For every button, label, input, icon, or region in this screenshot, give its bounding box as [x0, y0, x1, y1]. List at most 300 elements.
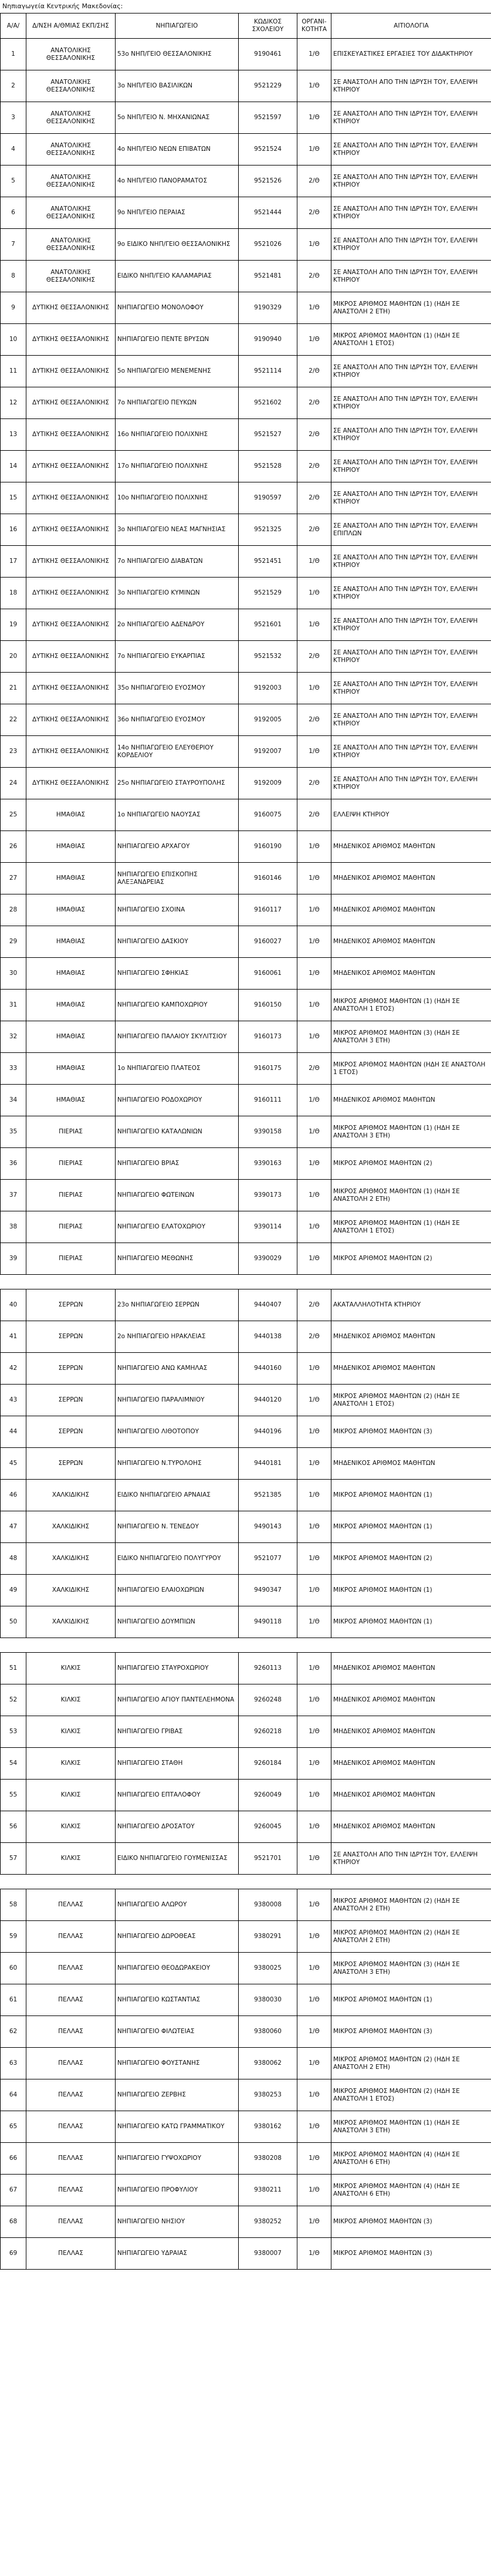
cell-reason: ΣΕ ΑΝΑΣΤΟΛΗ ΑΠΟ ΤΗΝ ΙΔΡΥΣΗ ΤΟΥ, ΕΛΛΕΙΨΗ ΚΤΗΡΙΟΥ: [331, 70, 491, 102]
table-row: [1, 1684, 491, 1716]
cell-code: 9521601: [239, 609, 297, 641]
cell-directorate: ΚΙΛΚΙΣ: [26, 1748, 116, 1780]
cell-reason: ΜΙΚΡΟΣ ΑΡΙΘΜΟΣ ΜΑΘΗΤΩΝ (1): [331, 1575, 491, 1606]
cell-directorate: ΣΕΡΡΩΝ: [26, 1289, 116, 1321]
table-row: [1, 1921, 491, 1953]
cell-code: 9521026: [239, 229, 297, 261]
cell-reason: ΣΕ ΑΝΑΣΤΟΛΗ ΑΠΟ ΤΗΝ ΙΔΡΥΣΗ ΤΟΥ, ΕΛΛΕΙΨΗ ΚΤΗΡΙΟΥ: [331, 451, 491, 482]
cell-index: 46: [1, 1480, 26, 1511]
cell-directorate: ΠΕΛΛΑΣ: [26, 2111, 116, 2143]
cell-reason: ΜΙΚΡΟΣ ΑΡΙΘΜΟΣ ΜΑΘΗΤΩΝ (2) (ΗΔΗ ΣΕ ΑΝΑΣΤΟΛΗ 2 ΕΤΗ): [331, 1889, 491, 1921]
cell-reason: ΜΙΚΡΟΣ ΑΡΙΘΜΟΣ ΜΑΘΗΤΩΝ (1) (ΗΔΗ ΣΕ ΑΝΑΣΤΟΛΗ 1 ΕΤΟΣ): [331, 990, 491, 1021]
cell-code: 9380008: [239, 1889, 297, 1921]
cell-directorate: ΧΑΛΚΙΔΙΚΗΣ: [26, 1543, 116, 1575]
cell-index: 49: [1, 1575, 26, 1606]
cell-directorate: ΣΕΡΡΩΝ: [26, 1353, 116, 1385]
table-row: [1, 1953, 491, 1984]
cell-index: 12: [1, 387, 26, 419]
cell-reason: ΣΕ ΑΝΑΣΤΟΛΗ ΑΠΟ ΤΗΝ ΙΔΡΥΣΗ ΤΟΥ, ΕΛΛΕΙΨΗ ΚΤΗΡΙΟΥ: [331, 641, 491, 673]
cell-index: 25: [1, 799, 26, 831]
cell-directorate: ΗΜΑΘΙΑΣ: [26, 1085, 116, 1116]
cell-school: 5ο ΝΗΠΙΑΓΩΓΕΙΟ ΜΕΝΕΜΕΝΗΣ: [116, 356, 239, 387]
cell-organization: 1/Θ: [297, 70, 331, 102]
cell-index: 38: [1, 1211, 26, 1243]
cell-school: ΝΗΠΙΑΓΩΓΕΙΟ ΕΛΑΤΟΧΩΡΙΟΥ: [116, 1211, 239, 1243]
cell-organization: 2/Θ: [297, 768, 331, 799]
cell-code: 9380253: [239, 2079, 297, 2111]
cell-index: 10: [1, 324, 26, 356]
cell-organization: 2/Θ: [297, 387, 331, 419]
cell-index: 40: [1, 1289, 26, 1321]
section-spacer: [1, 1275, 491, 1289]
cell-reason: ΣΕ ΑΝΑΣΤΟΛΗ ΑΠΟ ΤΗΝ ΙΔΡΥΣΗ ΤΟΥ, ΕΛΛΕΙΨΗ ΚΤΗΡΙΟΥ: [331, 419, 491, 451]
cell-reason: ΜΙΚΡΟΣ ΑΡΙΘΜΟΣ ΜΑΘΗΤΩΝ (1) (ΗΔΗ ΣΕ ΑΝΑΣΤΟΛΗ 3 ΕΤΗ): [331, 1116, 491, 1148]
table-row: [1, 292, 491, 324]
cell-directorate: ΠΙΕΡΙΑΣ: [26, 1211, 116, 1243]
cell-directorate: ΧΑΛΚΙΔΙΚΗΣ: [26, 1575, 116, 1606]
cell-index: 56: [1, 1811, 26, 1843]
cell-code: 9380208: [239, 2143, 297, 2175]
cell-school: 36ο ΝΗΠΙΑΓΩΓΕΙΟ ΕΥΟΣΜΟΥ: [116, 704, 239, 736]
cell-reason: ΣΕ ΑΝΑΣΤΟΛΗ ΑΠΟ ΤΗΝ ΙΔΡΥΣΗ ΤΟΥ, ΕΛΛΕΙΨΗ ΚΤΗΡΙΟΥ: [331, 673, 491, 704]
cell-organization: 2/Θ: [297, 419, 331, 451]
cell-code: 9380291: [239, 1921, 297, 1953]
cell-directorate: ΑΝΑΤΟΛΙΚΗΣ ΘΕΣΣΑΛΟΝΙΚΗΣ: [26, 70, 116, 102]
cell-index: 5: [1, 166, 26, 197]
table-row: [1, 799, 491, 831]
cell-code: 9160175: [239, 1053, 297, 1085]
cell-reason: ΜΙΚΡΟΣ ΑΡΙΘΜΟΣ ΜΑΘΗΤΩΝ (2): [331, 1148, 491, 1180]
cell-index: 13: [1, 419, 26, 451]
table-row: [1, 1416, 491, 1448]
cell-code: 9521451: [239, 546, 297, 578]
cell-code: 9380025: [239, 1953, 297, 1984]
cell-code: 9260248: [239, 1684, 297, 1716]
cell-reason: ΜΙΚΡΟΣ ΑΡΙΘΜΟΣ ΜΑΘΗΤΩΝ (4) (ΗΔΗ ΣΕ ΑΝΑΣΤΟΛΗ 6 ΕΤΗ): [331, 2143, 491, 2175]
cell-organization: 1/Θ: [297, 2016, 331, 2048]
table-row: [1, 1085, 491, 1116]
cell-code: 9260184: [239, 1748, 297, 1780]
cell-directorate: ΔΥΤΙΚΗΣ ΘΕΣΣΑΛΟΝΙΚΗΣ: [26, 768, 116, 799]
cell-reason: ΜΙΚΡΟΣ ΑΡΙΘΜΟΣ ΜΑΘΗΤΩΝ (3) (ΗΔΗ ΣΕ ΑΝΑΣΤΟΛΗ 3 ΕΤΗ): [331, 1953, 491, 1984]
cell-code: 9521444: [239, 197, 297, 229]
cell-school: 5ο ΝΗΠ/ΓΕΙΟ Ν. ΜΗΧΑΝΙΩΝΑΣ: [116, 102, 239, 134]
cell-code: 9440160: [239, 1353, 297, 1385]
section-spacer: [1, 1875, 491, 1889]
cell-index: 28: [1, 894, 26, 926]
cell-index: 24: [1, 768, 26, 799]
table-row: [1, 1148, 491, 1180]
table-row: [1, 894, 491, 926]
cell-reason: ΜΗΔΕΝΙΚΟΣ ΑΡΙΘΜΟΣ ΜΑΘΗΤΩΝ: [331, 958, 491, 990]
cell-school: ΝΗΠΙΑΓΩΓΕΙΟ ΚΑΤΩ ΓΡΑΜΜΑΤΙΚΟΥ: [116, 2111, 239, 2143]
cell-reason: ΜΗΔΕΝΙΚΟΣ ΑΡΙΘΜΟΣ ΜΑΘΗΤΩΝ: [331, 1780, 491, 1811]
cell-reason: ΜΙΚΡΟΣ ΑΡΙΘΜΟΣ ΜΑΘΗΤΩΝ (1): [331, 1480, 491, 1511]
cell-directorate: ΧΑΛΚΙΔΙΚΗΣ: [26, 1480, 116, 1511]
cell-directorate: ΔΥΤΙΚΗΣ ΘΕΣΣΑΛΟΝΙΚΗΣ: [26, 673, 116, 704]
cell-reason: ΜΙΚΡΟΣ ΑΡΙΘΜΟΣ ΜΑΘΗΤΩΝ (1): [331, 1606, 491, 1638]
cell-school: ΝΗΠΙΑΓΩΓΕΙΟ ΝΗΣΙΟΥ: [116, 2206, 239, 2238]
table-row: [1, 673, 491, 704]
cell-directorate: ΣΕΡΡΩΝ: [26, 1448, 116, 1480]
table-row: [1, 926, 491, 958]
table-row: [1, 1811, 491, 1843]
cell-school: ΝΗΠΙΑΓΩΓΕΙΟ ΠΕΝΤΕ ΒΡΥΣΩΝ: [116, 324, 239, 356]
cell-code: 9521532: [239, 641, 297, 673]
table-row: [1, 1116, 491, 1148]
cell-directorate: ΠΕΛΛΑΣ: [26, 1984, 116, 2016]
table-row: [1, 990, 491, 1021]
cell-organization: 2/Θ: [297, 514, 331, 546]
cell-school: 10ο ΝΗΠΙΑΓΩΓΕΙΟ ΠΟΛΙΧΝΗΣ: [116, 482, 239, 514]
cell-code: 9260218: [239, 1716, 297, 1748]
cell-school: 9ο ΝΗΠ/ΓΕΙΟ ΠΕΡΑΙΑΣ: [116, 197, 239, 229]
cell-organization: 1/Θ: [297, 1085, 331, 1116]
cell-organization: 1/Θ: [297, 2048, 331, 2079]
table-row: [1, 1289, 491, 1321]
table-caption: Νηπιαγωγεία Κεντρικής Μακεδονίας:: [2, 2, 123, 10]
cell-code: 9192003: [239, 673, 297, 704]
table-row: [1, 1843, 491, 1875]
cell-directorate: ΗΜΑΘΙΑΣ: [26, 863, 116, 894]
cell-directorate: ΣΕΡΡΩΝ: [26, 1321, 116, 1353]
cell-code: 9521701: [239, 1843, 297, 1875]
cell-school: 2ο ΝΗΠΙΑΓΩΓΕΙΟ ΗΡΑΚΛΕΙΑΣ: [116, 1321, 239, 1353]
cell-index: 7: [1, 229, 26, 261]
cell-reason: ΜΙΚΡΟΣ ΑΡΙΘΜΟΣ ΜΑΘΗΤΩΝ (3): [331, 1416, 491, 1448]
cell-directorate: ΣΕΡΡΩΝ: [26, 1416, 116, 1448]
cell-school: ΝΗΠΙΑΓΩΓΕΙΟ ΒΡΙΑΣ: [116, 1148, 239, 1180]
cell-directorate: ΠΙΕΡΙΑΣ: [26, 1243, 116, 1275]
cell-organization: 1/Θ: [297, 926, 331, 958]
cell-school: ΕΙΔΙΚΟ ΝΗΠΙΑΓΩΓΕΙΟ ΠΟΛΥΓΥΡΟΥ: [116, 1543, 239, 1575]
cell-index: 57: [1, 1843, 26, 1875]
cell-organization: 1/Θ: [297, 1021, 331, 1053]
cell-school: 23ο ΝΗΠΙΑΓΩΓΕΙΟ ΣΕΡΡΩΝ: [116, 1289, 239, 1321]
cell-index: 64: [1, 2079, 26, 2111]
cell-index: 45: [1, 1448, 26, 1480]
cell-organization: 1/Θ: [297, 990, 331, 1021]
table-row: [1, 1543, 491, 1575]
cell-reason: ΜΙΚΡΟΣ ΑΡΙΘΜΟΣ ΜΑΘΗΤΩΝ (1): [331, 1984, 491, 2016]
table-row: [1, 514, 491, 546]
cell-code: 9160146: [239, 863, 297, 894]
cell-index: 66: [1, 2143, 26, 2175]
cell-directorate: ΔΥΤΙΚΗΣ ΘΕΣΣΑΛΟΝΙΚΗΣ: [26, 546, 116, 578]
cell-index: 27: [1, 863, 26, 894]
cell-directorate: ΑΝΑΤΟΛΙΚΗΣ ΘΕΣΣΑΛΟΝΙΚΗΣ: [26, 102, 116, 134]
cell-reason: ΣΕ ΑΝΑΣΤΟΛΗ ΑΠΟ ΤΗΝ ΙΔΡΥΣΗ ΤΟΥ, ΕΛΛΕΙΨΗ ΚΤΗΡΙΟΥ: [331, 166, 491, 197]
table-row: [1, 1606, 491, 1638]
cell-school: 4ο ΝΗΠ/ΓΕΙΟ ΝΕΩΝ ΕΠΙΒΑΤΩΝ: [116, 134, 239, 166]
cell-organization: 1/Θ: [297, 1180, 331, 1211]
cell-code: 9521325: [239, 514, 297, 546]
cell-organization: 1/Θ: [297, 134, 331, 166]
cell-reason: ΜΙΚΡΟΣ ΑΡΙΘΜΟΣ ΜΑΘΗΤΩΝ (1) (ΗΔΗ ΣΕ ΑΝΑΣΤΟΛΗ 2 ΕΤΗ): [331, 1180, 491, 1211]
cell-code: 9260045: [239, 1811, 297, 1843]
cell-directorate: ΑΝΑΤΟΛΙΚΗΣ ΘΕΣΣΑΛΟΝΙΚΗΣ: [26, 261, 116, 292]
cell-organization: 1/Θ: [297, 1480, 331, 1511]
table-row: [1, 609, 491, 641]
cell-reason: ΜΙΚΡΟΣ ΑΡΙΘΜΟΣ ΜΑΘΗΤΩΝ (2) (ΗΔΗ ΣΕ ΑΝΑΣΤΟΛΗ 2 ΕΤΗ): [331, 2048, 491, 2079]
cell-school: 3ο ΝΗΠΙΑΓΩΓΕΙΟ ΝΕΑΣ ΜΑΓΝΗΣΙΑΣ: [116, 514, 239, 546]
cell-directorate: ΧΑΛΚΙΔΙΚΗΣ: [26, 1511, 116, 1543]
cell-school: ΝΗΠΙΑΓΩΓΕΙΟ ΑΛΩΡΟΥ: [116, 1889, 239, 1921]
cell-index: 26: [1, 831, 26, 863]
cell-index: 54: [1, 1748, 26, 1780]
table-row: [1, 70, 491, 102]
table-row: [1, 419, 491, 451]
cell-index: 1: [1, 39, 26, 70]
cell-reason: ΣΕ ΑΝΑΣΤΟΛΗ ΑΠΟ ΤΗΝ ΙΔΡΥΣΗ ΤΟΥ, ΕΛΛΕΙΨΗ ΚΤΗΡΙΟΥ: [331, 482, 491, 514]
cell-organization: 1/Θ: [297, 1211, 331, 1243]
cell-organization: 2/Θ: [297, 1321, 331, 1353]
cell-directorate: ΔΥΤΙΚΗΣ ΘΕΣΣΑΛΟΝΙΚΗΣ: [26, 451, 116, 482]
cell-code: 9521114: [239, 356, 297, 387]
cell-school: 7ο ΝΗΠΙΑΓΩΓΕΙΟ ΕΥΚΑΡΠΙΑΣ: [116, 641, 239, 673]
cell-school: ΝΗΠΙΑΓΩΓΕΙΟ ΔΡΟΣΑΤΟΥ: [116, 1811, 239, 1843]
cell-organization: 1/Θ: [297, 2238, 331, 2270]
cell-code: 9190461: [239, 39, 297, 70]
cell-reason: ΜΙΚΡΟΣ ΑΡΙΘΜΟΣ ΜΑΘΗΤΩΝ (1): [331, 1511, 491, 1543]
table-row: [1, 1243, 491, 1275]
cell-code: 9160173: [239, 1021, 297, 1053]
table-row: [1, 546, 491, 578]
cell-code: 9521385: [239, 1480, 297, 1511]
cell-school: 35ο ΝΗΠΙΑΓΩΓΕΙΟ ΕΥΟΣΜΟΥ: [116, 673, 239, 704]
cell-reason: ΣΕ ΑΝΑΣΤΟΛΗ ΑΠΟ ΤΗΝ ΙΔΡΥΣΗ ΤΟΥ, ΕΛΛΕΙΨΗ ΚΤΗΡΙΟΥ: [331, 704, 491, 736]
cell-reason: ΜΙΚΡΟΣ ΑΡΙΘΜΟΣ ΜΑΘΗΤΩΝ (1) (ΗΔΗ ΣΕ ΑΝΑΣΤΟΛΗ 3 ΕΤΗ): [331, 2111, 491, 2143]
cell-school: ΝΗΠΙΑΓΩΓΕΙΟ ΛΙΘΟΤΟΠΟΥ: [116, 1416, 239, 1448]
cell-reason: ΑΚΑΤΑΛΛΗΛΟΤΗΤΑ ΚΤΗΡΙΟΥ: [331, 1289, 491, 1321]
cell-organization: 1/Θ: [297, 1448, 331, 1480]
cell-school: 1ο ΝΗΠΙΑΓΩΓΕΙΟ ΝΑΟΥΣΑΣ: [116, 799, 239, 831]
cell-directorate: ΠΕΛΛΑΣ: [26, 2048, 116, 2079]
cell-school: 7ο ΝΗΠΙΑΓΩΓΕΙΟ ΔΙΑΒΑΤΩΝ: [116, 546, 239, 578]
cell-index: 60: [1, 1953, 26, 1984]
table-row: [1, 2143, 491, 2175]
cell-organization: 2/Θ: [297, 166, 331, 197]
cell-school: ΝΗΠΙΑΓΩΓΕΙΟ ΣΧΟΙΝΑ: [116, 894, 239, 926]
cell-school: 2ο ΝΗΠΙΑΓΩΓΕΙΟ ΑΔΕΝΔΡΟΥ: [116, 609, 239, 641]
cell-index: 21: [1, 673, 26, 704]
cell-reason: ΜΗΔΕΝΙΚΟΣ ΑΡΙΘΜΟΣ ΜΑΘΗΤΩΝ: [331, 1811, 491, 1843]
header-organization: ΟΡΓΑΝΙ-ΚΟΤΗΤΑ: [297, 13, 331, 39]
cell-code: 9192007: [239, 736, 297, 768]
cell-directorate: ΔΥΤΙΚΗΣ ΘΕΣΣΑΛΟΝΙΚΗΣ: [26, 324, 116, 356]
table-row: [1, 2016, 491, 2048]
table-row: [1, 134, 491, 166]
table-row: [1, 863, 491, 894]
cell-directorate: ΔΥΤΙΚΗΣ ΘΕΣΣΑΛΟΝΙΚΗΣ: [26, 292, 116, 324]
cell-index: 63: [1, 2048, 26, 2079]
table-body: [1, 39, 491, 2270]
cell-school: ΝΗΠΙΑΓΩΓΕΙΟ ΔΩΡΟΘΕΑΣ: [116, 1921, 239, 1953]
schools-table: [0, 13, 491, 2270]
table-row: [1, 1748, 491, 1780]
cell-code: 9160061: [239, 958, 297, 990]
cell-index: 30: [1, 958, 26, 990]
cell-school: ΝΗΠΙΑΓΩΓΕΙΟ ΔΟΥΜΠΙΩΝ: [116, 1606, 239, 1638]
cell-code: 9192009: [239, 768, 297, 799]
cell-school: ΝΗΠΙΑΓΩΓΕΙΟ ΓΡΙΒΑΣ: [116, 1716, 239, 1748]
cell-organization: 1/Θ: [297, 292, 331, 324]
cell-index: 4: [1, 134, 26, 166]
header-directorate: Δ/ΝΣΗ Α/ΘΜΙΑΣ ΕΚΠ/ΣΗΣ: [26, 13, 116, 39]
cell-reason: ΕΠΙΣΚΕΥΑΣΤΙΚΕΣ ΕΡΓΑΣΙΕΣ ΤΟΥ ΔΙΔΑΚΤΗΡΙΟΥ: [331, 39, 491, 70]
cell-reason: ΜΙΚΡΟΣ ΑΡΙΘΜΟΣ ΜΑΘΗΤΩΝ (ΗΔΗ ΣΕ ΑΝΑΣΤΟΛΗ 1 ΕΤΟΣ): [331, 1053, 491, 1085]
cell-index: 3: [1, 102, 26, 134]
table-row: [1, 451, 491, 482]
cell-index: 16: [1, 514, 26, 546]
cell-code: 9260049: [239, 1780, 297, 1811]
cell-school: ΝΗΠΙΑΓΩΓΕΙΟ ΠΑΡΑΛΙΜΝΙΟΥ: [116, 1385, 239, 1416]
cell-organization: 1/Θ: [297, 2079, 331, 2111]
cell-organization: 2/Θ: [297, 197, 331, 229]
cell-index: 62: [1, 2016, 26, 2048]
cell-code: 9260113: [239, 1653, 297, 1684]
cell-reason: ΜΙΚΡΟΣ ΑΡΙΘΜΟΣ ΜΑΘΗΤΩΝ (1) (ΗΔΗ ΣΕ ΑΝΑΣΤΟΛΗ 1 ΕΤΟΣ): [331, 324, 491, 356]
table-row: [1, 1511, 491, 1543]
cell-index: 22: [1, 704, 26, 736]
table-row: [1, 2048, 491, 2079]
table-row: [1, 1780, 491, 1811]
cell-reason: ΜΙΚΡΟΣ ΑΡΙΘΜΟΣ ΜΑΘΗΤΩΝ (1) (ΗΔΗ ΣΕ ΑΝΑΣΤΟΛΗ 1 ΕΤΟΣ): [331, 1211, 491, 1243]
header-code: ΚΩΔΙΚΟΣ ΣΧΟΛΕΙΟΥ: [239, 13, 297, 39]
cell-directorate: ΠΕΛΛΑΣ: [26, 1921, 116, 1953]
table-row: [1, 1180, 491, 1211]
cell-reason: ΜΗΔΕΝΙΚΟΣ ΑΡΙΘΜΟΣ ΜΑΘΗΤΩΝ: [331, 1748, 491, 1780]
cell-directorate: ΗΜΑΘΙΑΣ: [26, 1053, 116, 1085]
cell-organization: 1/Θ: [297, 1385, 331, 1416]
cell-organization: 1/Θ: [297, 1953, 331, 1984]
table-row: [1, 166, 491, 197]
cell-reason: ΣΕ ΑΝΑΣΤΟΛΗ ΑΠΟ ΤΗΝ ΙΔΡΥΣΗ ΤΟΥ, ΕΛΛΕΙΨΗ ΕΠΙΠΛΩΝ: [331, 514, 491, 546]
cell-reason: ΜΗΔΕΝΙΚΟΣ ΑΡΙΘΜΟΣ ΜΑΘΗΤΩΝ: [331, 1653, 491, 1684]
cell-directorate: ΗΜΑΘΙΑΣ: [26, 1021, 116, 1053]
section-spacer: [1, 1638, 491, 1653]
table-row: [1, 1575, 491, 1606]
cell-school: ΝΗΠΙΑΓΩΓΕΙΟ ΦΟΥΣΤΑΝΗΣ: [116, 2048, 239, 2079]
table-row: [1, 641, 491, 673]
cell-code: 9190597: [239, 482, 297, 514]
cell-index: 9: [1, 292, 26, 324]
cell-directorate: ΗΜΑΘΙΑΣ: [26, 799, 116, 831]
cell-school: ΝΗΠΙΑΓΩΓΕΙΟ ΦΙΛΩΤΕΙΑΣ: [116, 2016, 239, 2048]
cell-organization: 1/Θ: [297, 863, 331, 894]
cell-directorate: ΑΝΑΤΟΛΙΚΗΣ ΘΕΣΣΑΛΟΝΙΚΗΣ: [26, 229, 116, 261]
cell-reason: ΜΙΚΡΟΣ ΑΡΙΘΜΟΣ ΜΑΘΗΤΩΝ (3): [331, 2016, 491, 2048]
cell-school: ΝΗΠΙΑΓΩΓΕΙΟ ΣΤΑΘΗ: [116, 1748, 239, 1780]
table-row: [1, 482, 491, 514]
cell-reason: ΜΗΔΕΝΙΚΟΣ ΑΡΙΘΜΟΣ ΜΑΘΗΤΩΝ: [331, 926, 491, 958]
cell-school: ΝΗΠΙΑΓΩΓΕΙΟ ΔΑΣΚΙΟΥ: [116, 926, 239, 958]
cell-school: ΝΗΠΙΑΓΩΓΕΙΟ ΠΑΛΑΙΟΥ ΣΚΥΛΙΤΣΙΟΥ: [116, 1021, 239, 1053]
cell-code: 9521529: [239, 578, 297, 609]
cell-directorate: ΗΜΑΘΙΑΣ: [26, 990, 116, 1021]
cell-directorate: ΔΥΤΙΚΗΣ ΘΕΣΣΑΛΟΝΙΚΗΣ: [26, 641, 116, 673]
cell-directorate: ΔΥΤΙΚΗΣ ΘΕΣΣΑΛΟΝΙΚΗΣ: [26, 482, 116, 514]
table-row: [1, 2238, 491, 2270]
cell-reason: ΜΗΔΕΝΙΚΟΣ ΑΡΙΘΜΟΣ ΜΑΘΗΤΩΝ: [331, 1085, 491, 1116]
cell-reason: ΜΗΔΕΝΙΚΟΣ ΑΡΙΘΜΟΣ ΜΑΘΗΤΩΝ: [331, 1321, 491, 1353]
cell-school: ΝΗΠΙΑΓΩΓΕΙΟ ΚΑΤΑΛΩΝΙΩΝ: [116, 1116, 239, 1148]
cell-school: 17ο ΝΗΠΙΑΓΩΓΕΙΟ ΠΟΛΙΧΝΗΣ: [116, 451, 239, 482]
cell-school: 3ο ΝΗΠΙΑΓΩΓΕΙΟ ΚΥΜΙΝΩΝ: [116, 578, 239, 609]
cell-school: 7ο ΝΗΠΙΑΓΩΓΕΙΟ ΠΕΥΚΩΝ: [116, 387, 239, 419]
cell-code: 9380252: [239, 2206, 297, 2238]
cell-organization: 1/Θ: [297, 673, 331, 704]
cell-code: 9521597: [239, 102, 297, 134]
cell-code: 9380060: [239, 2016, 297, 2048]
cell-code: 9380007: [239, 2238, 297, 2270]
cell-directorate: ΔΥΤΙΚΗΣ ΘΕΣΣΑΛΟΝΙΚΗΣ: [26, 704, 116, 736]
cell-index: 17: [1, 546, 26, 578]
table-row: [1, 2206, 491, 2238]
cell-school: 16ο ΝΗΠΙΑΓΩΓΕΙΟ ΠΟΛΙΧΝΗΣ: [116, 419, 239, 451]
cell-organization: 1/Θ: [297, 1575, 331, 1606]
cell-index: 68: [1, 2206, 26, 2238]
cell-code: 9521526: [239, 166, 297, 197]
cell-organization: 1/Θ: [297, 2143, 331, 2175]
cell-code: 9521077: [239, 1543, 297, 1575]
table-row: [1, 1211, 491, 1243]
table-row: [1, 1716, 491, 1748]
cell-index: 59: [1, 1921, 26, 1953]
table-row: [1, 356, 491, 387]
cell-directorate: ΔΥΤΙΚΗΣ ΘΕΣΣΑΛΟΝΙΚΗΣ: [26, 609, 116, 641]
cell-organization: 2/Θ: [297, 1053, 331, 1085]
table-row: [1, 229, 491, 261]
cell-directorate: ΚΙΛΚΙΣ: [26, 1811, 116, 1843]
cell-organization: 1/Θ: [297, 1811, 331, 1843]
cell-directorate: ΗΜΑΘΙΑΣ: [26, 894, 116, 926]
cell-directorate: ΠΕΛΛΑΣ: [26, 2238, 116, 2270]
cell-organization: 2/Θ: [297, 799, 331, 831]
cell-organization: 1/Θ: [297, 1606, 331, 1638]
cell-code: 9521527: [239, 419, 297, 451]
cell-reason: ΜΙΚΡΟΣ ΑΡΙΘΜΟΣ ΜΑΘΗΤΩΝ (3): [331, 2238, 491, 2270]
cell-reason: ΜΗΔΕΝΙΚΟΣ ΑΡΙΘΜΟΣ ΜΑΘΗΤΩΝ: [331, 1716, 491, 1748]
table-row: [1, 1448, 491, 1480]
cell-index: 51: [1, 1653, 26, 1684]
cell-school: ΝΗΠΙΑΓΩΓΕΙΟ ΑΓΙΟΥ ΠΑΝΤΕΛΕΗΜΟΝΑ: [116, 1684, 239, 1716]
cell-directorate: ΠΕΛΛΑΣ: [26, 1953, 116, 1984]
cell-organization: 1/Θ: [297, 2175, 331, 2206]
cell-school: ΝΗΠΙΑΓΩΓΕΙΟ ΜΕΘΩΝΗΣ: [116, 1243, 239, 1275]
cell-reason: ΜΗΔΕΝΙΚΟΣ ΑΡΙΘΜΟΣ ΜΑΘΗΤΩΝ: [331, 1448, 491, 1480]
cell-code: 9390158: [239, 1116, 297, 1148]
cell-directorate: ΔΥΤΙΚΗΣ ΘΕΣΣΑΛΟΝΙΚΗΣ: [26, 514, 116, 546]
cell-school: ΝΗΠΙΑΓΩΓΕΙΟ ΚΩΣΤΑΝΤΙΑΣ: [116, 1984, 239, 2016]
cell-index: 42: [1, 1353, 26, 1385]
cell-school: ΝΗΠΙΑΓΩΓΕΙΟ ΣΦΗΚΙΑΣ: [116, 958, 239, 990]
cell-school: ΝΗΠΙΑΓΩΓΕΙΟ ΥΔΡΑΙΑΣ: [116, 2238, 239, 2270]
cell-directorate: ΧΑΛΚΙΔΙΚΗΣ: [26, 1606, 116, 1638]
cell-school: 1ο ΝΗΠΙΑΓΩΓΕΙΟ ΠΛΑΤΕΟΣ: [116, 1053, 239, 1085]
header-reason: ΑΙΤΙΟΛΟΓΙΑ: [331, 13, 491, 39]
cell-directorate: ΠΙΕΡΙΑΣ: [26, 1116, 116, 1148]
cell-index: 43: [1, 1385, 26, 1416]
cell-organization: 1/Θ: [297, 1984, 331, 2016]
cell-organization: 1/Θ: [297, 1748, 331, 1780]
cell-code: 9390029: [239, 1243, 297, 1275]
table-row: [1, 1385, 491, 1416]
cell-school: 9ο ΕΙΔΙΚΟ ΝΗΠ/ΓΕΙΟ ΘΕΣΣΑΛΟΝΙΚΗΣ: [116, 229, 239, 261]
cell-reason: ΜΙΚΡΟΣ ΑΡΙΘΜΟΣ ΜΑΘΗΤΩΝ (2) (ΗΔΗ ΣΕ ΑΝΑΣΤΟΛΗ 1 ΕΤΟΣ): [331, 2079, 491, 2111]
cell-directorate: ΗΜΑΘΙΑΣ: [26, 958, 116, 990]
cell-organization: 1/Θ: [297, 1843, 331, 1875]
